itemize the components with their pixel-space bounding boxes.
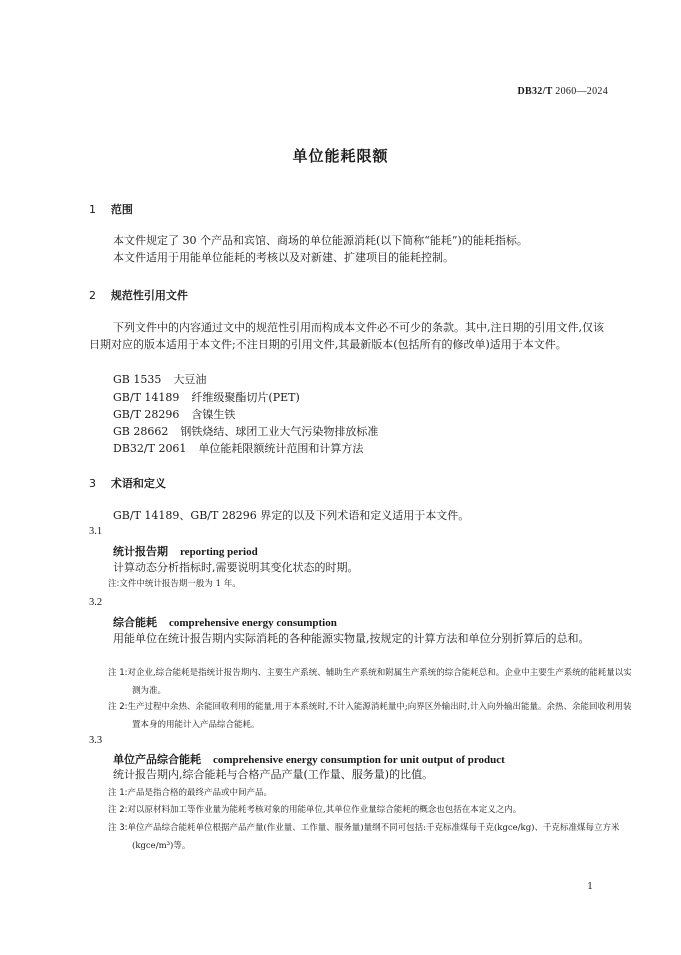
note-label: 注 1: <box>108 668 128 678</box>
note-text: 对以原材料加工等作业量为能耗考核对象的用能单位,其单位作业量综合能耗的概念也包括在本定义之内。 <box>127 805 522 815</box>
note-label: 注 3: <box>108 823 128 833</box>
term-zh: 单位产品综合能耗 <box>113 753 201 766</box>
reference-item <box>113 440 363 456</box>
term-definition: 统计报告期内,综合能耗与合格产品产量(工作量、服务量)的比值。 <box>113 768 434 781</box>
reference-code: GB/T 28296 <box>113 408 180 421</box>
reference-name: 钢铁烧结、球团工业大气污染物排放标准 <box>180 425 379 438</box>
reference-code: DB32/T 2061 <box>113 442 187 455</box>
note <box>108 819 637 855</box>
note-text: 单位产品综合能耗单位根据产品产量(作业量、工作量、服务量)量纲不同可包括:千克标准煤每千克(kgce/kg)、千克标准煤每立方米(kgce/m³)等。 <box>127 823 620 851</box>
standard-number: 2060—2024 <box>555 86 608 97</box>
term-zh: 综合能耗 <box>113 616 157 629</box>
note-text: 文件中统计报告期一般为 1 年。 <box>119 579 241 589</box>
section-title: 范围 <box>110 203 133 216</box>
reference-item <box>113 406 235 422</box>
reference-name: 单位能耗限额统计范围和计算方法 <box>198 442 364 455</box>
term-en: comprehensive energy consumption <box>169 617 337 629</box>
reference-code: GB/T 14189 <box>113 391 180 404</box>
term-zh: 统计报告期 <box>113 545 168 558</box>
term-heading <box>113 543 258 559</box>
reference-code: GB 1535 <box>113 373 162 386</box>
reference-code: GB 28662 <box>113 425 169 438</box>
paragraph: 本文件适用于用能单位能耗的考核以及对新建、扩建项目的能耗控制。 <box>113 251 454 264</box>
clause-number: 3.1 <box>89 526 103 537</box>
section-2-heading <box>89 287 188 303</box>
reference-name: 大豆油 <box>173 373 207 386</box>
note-label: 注 1: <box>108 788 128 798</box>
term-en: comprehensive energy consumption for unit output of product <box>213 754 505 766</box>
section-3-heading <box>89 475 166 491</box>
section-number: 2 <box>89 289 96 302</box>
note-text: 产品是指合格的最终产品或中间产品。 <box>127 788 272 798</box>
term-heading <box>113 751 505 767</box>
section-title: 术语和定义 <box>110 477 166 490</box>
reference-item <box>113 371 206 387</box>
standard-number-header <box>518 86 608 97</box>
clause-number: 3.2 <box>89 597 103 608</box>
note-text: 对企业,综合能耗是指统计报告期内、主要生产系统、辅助生产系统和附属生产系统的综合能耗总和。企业中主要生产系统的能耗量以实测为准。 <box>127 668 632 696</box>
note <box>108 698 637 734</box>
note <box>108 784 613 802</box>
note <box>108 801 613 819</box>
page-number: 1 <box>587 882 593 892</box>
term-definition: 计算动态分析指标时,需要说明其变化状态的时期。 <box>113 561 359 574</box>
section-title: 规范性引用文件 <box>110 289 188 302</box>
paragraph: 下列文件中的内容通过文中的规范性引用而构成本文件必不可少的条款。其中,注日期的引用文件,仅该日期对应的版本适用于本文件;不注日期的引用文件,其最新版本(包括所有的修改单)适用于本文件。 <box>89 321 604 351</box>
reference-name: 含镍生铁 <box>191 408 236 421</box>
note <box>108 664 637 700</box>
term-definition: 用能单位在统计报告期内实际消耗的各种能源实物量,按规定的计算方法和单位分别折算后的总和。 <box>113 632 590 645</box>
standard-prefix: DB32/T <box>517 86 553 97</box>
section-number: 3 <box>89 477 96 490</box>
note-text: 生产过程中余热、余能回收利用的能量,用于本系统时,不计入能源消耗量中;向界区外输出时,计入向外输出能量。余热、余能回收利用装置本身的用能计入产品综合能耗。 <box>127 702 632 730</box>
note-label: 注 2: <box>108 702 128 712</box>
note-label: 注 2: <box>108 805 128 815</box>
clause-number: 3.3 <box>89 735 103 746</box>
section-number: 1 <box>89 203 96 216</box>
paragraph: 本文件规定了 30 个产品和宾馆、商场的单位能源消耗(以下简称“能耗”)的能耗指标。 <box>113 234 528 247</box>
paragraph: GB/T 14189、GB/T 28296 界定的以及下列术语和定义适用于本文件。 <box>113 509 470 522</box>
section-1-heading <box>89 201 133 217</box>
note-label: 注: <box>108 579 120 589</box>
document-title: 单位能耗限额 <box>292 147 389 165</box>
term-en: reporting period <box>180 546 258 558</box>
reference-item <box>113 423 378 439</box>
reference-name: 纤维级聚酯切片(PET) <box>191 391 300 404</box>
note <box>108 575 613 593</box>
term-heading <box>113 614 337 630</box>
reference-item <box>113 389 300 405</box>
